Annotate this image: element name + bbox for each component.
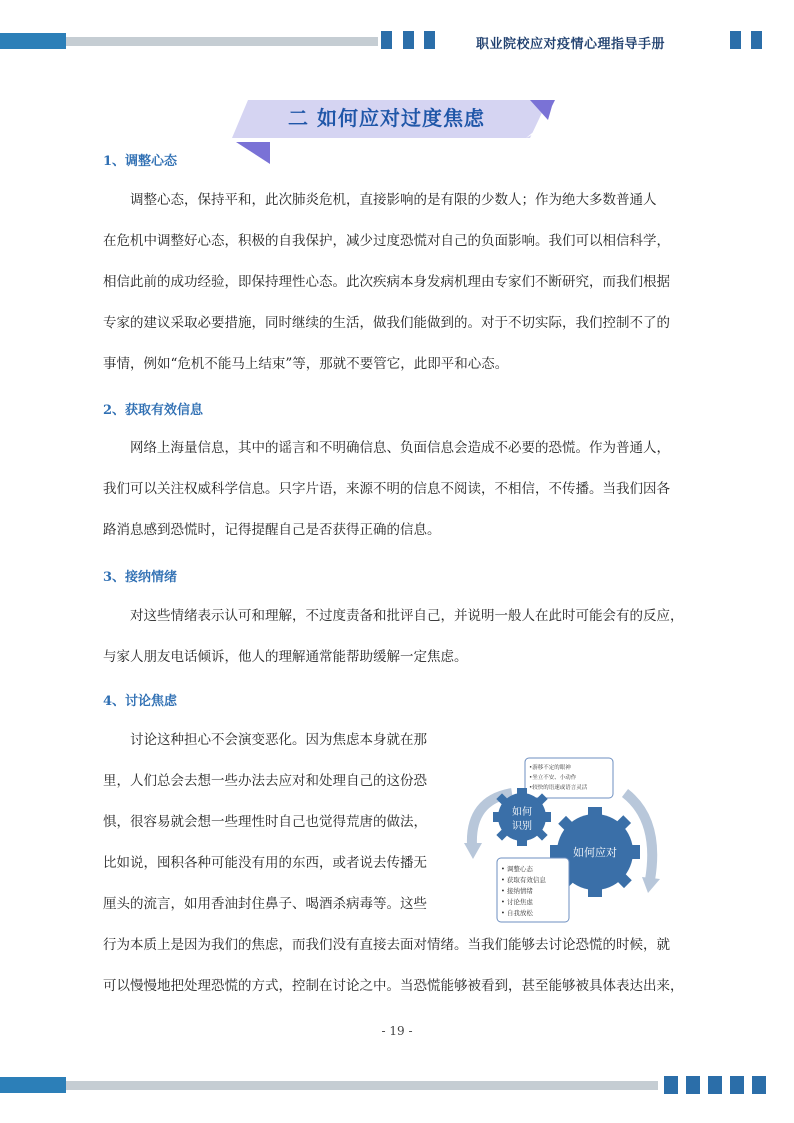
text-line: 我们可以关注权威科学信息。只字片语，来源不明的信息不阅读，不相信，不传播。当我们因各 bbox=[103, 481, 670, 497]
text-line: 在危机中调整好心态，积极的自我保护，减少过度恐慌对自己的负面影响。我们可以相信科学， bbox=[103, 233, 670, 249]
text-line: 路消息感到恐慌时，记得提醒自己是否获得正确的信息。 bbox=[103, 522, 441, 538]
header-square bbox=[730, 31, 741, 49]
footer-square bbox=[730, 1076, 744, 1094]
box-item: • 调整心态 bbox=[501, 865, 533, 873]
section-paragraph bbox=[103, 925, 693, 1007]
text-line: 对这些情绪表示认可和理解，不过度责备和批评自己，并说明一般人在此时可能会有的反应， bbox=[130, 608, 684, 624]
footer-square bbox=[752, 1076, 766, 1094]
text-line: 讨论这种担心不会演变恶化。因为焦虑本身就在那 bbox=[130, 732, 427, 748]
text-line: 厘头的流言，如用香油封住鼻子、喝酒杀病毒等。这些 bbox=[103, 896, 427, 912]
section-paragraph bbox=[103, 596, 693, 678]
section-heading: 2、获取有效信息 bbox=[103, 403, 204, 418]
section-heading: 4、讨论焦虑 bbox=[103, 694, 178, 709]
text-line: 专家的建议采取必要措施，同时继续的生活，做我们能做到的。对于不切实际，我们控制不了的 bbox=[103, 315, 670, 331]
footer-bar-rule bbox=[66, 1081, 658, 1090]
header-bar-rule bbox=[66, 37, 378, 46]
arrow-head-icon bbox=[464, 843, 482, 859]
gear-label: 如何应对 bbox=[573, 846, 617, 859]
box-item: • 自我放松 bbox=[501, 909, 533, 917]
footer-square bbox=[664, 1076, 678, 1094]
text-line: 相信此前的成功经验，即保持理性心态。此次疾病本身发病机理由专家们不断研究，而我们根据 bbox=[103, 274, 670, 290]
text-line: 里，人们总会去想一些办法去应对和处理自己的这份恐 bbox=[103, 773, 427, 789]
footer-square bbox=[686, 1076, 700, 1094]
page-number: - 19 - bbox=[381, 1024, 413, 1038]
section-paragraph bbox=[103, 180, 693, 385]
box-item: • 讨论焦虑 bbox=[501, 898, 533, 906]
header-square bbox=[751, 31, 762, 49]
text-line: 可以慢慢地把处理恐慌的方式，控制在讨论之中。当恐慌能够被看到，甚至能够被具体表达出来， bbox=[103, 978, 684, 994]
text-line: 比如说，囤积各种可能没有用的东西，或者说去传播无 bbox=[103, 855, 427, 871]
box-item: • 接纳情绪 bbox=[501, 887, 533, 895]
text-line: 惧，很容易就会想一些理性时自己也觉得荒唐的做法， bbox=[103, 814, 427, 830]
footer-square bbox=[708, 1076, 722, 1094]
header-square bbox=[424, 31, 435, 49]
gear-label: 识别 bbox=[512, 821, 532, 832]
header-square bbox=[381, 31, 392, 49]
section-heading: 1、调整心态 bbox=[103, 154, 178, 169]
footer-bar-accent bbox=[0, 1077, 66, 1093]
text-line: 与家人朋友电话倾诉，他人的理解通常能帮助缓解一定焦虑。 bbox=[103, 649, 468, 665]
section-paragraph-narrow bbox=[103, 720, 443, 925]
text-line: 网络上海量信息，其中的谣言和不明确信息、负面信息会造成不必要的恐慌。作为普通人， bbox=[130, 440, 670, 456]
header-title: 职业院校应对疫情心理指导手册 bbox=[476, 37, 666, 52]
arrow-head-icon bbox=[642, 877, 660, 893]
header-bar-accent bbox=[0, 33, 66, 49]
box-item: •游移不定的眼神 bbox=[529, 765, 571, 771]
header-square bbox=[403, 31, 414, 49]
coping-gear-diagram bbox=[450, 755, 670, 925]
text-line: 调整心态，保持平和，此次肺炎危机，直接影响的是有限的少数人；作为绝大多数普通人 bbox=[130, 192, 657, 208]
box-item: • 获取有效信息 bbox=[501, 876, 546, 884]
box-item: •较快的语速或语言灵活 bbox=[529, 785, 588, 791]
section-heading: 3、接纳情绪 bbox=[103, 570, 178, 585]
chapter-title: 二 如何应对过度焦虑 bbox=[288, 106, 485, 130]
box-item: •坐立不安、小动作 bbox=[529, 775, 577, 781]
text-line: 行为本质上是因为我们的焦虑，而我们没有直接去面对情绪。当我们能够去讨论恐慌的时候，就 bbox=[103, 937, 670, 953]
gear-label: 如何 bbox=[512, 807, 532, 818]
section-paragraph bbox=[103, 428, 693, 551]
text-line: 事情，例如“危机不能马上结束”等，那就不要管它，此即平和心态。 bbox=[103, 356, 509, 372]
